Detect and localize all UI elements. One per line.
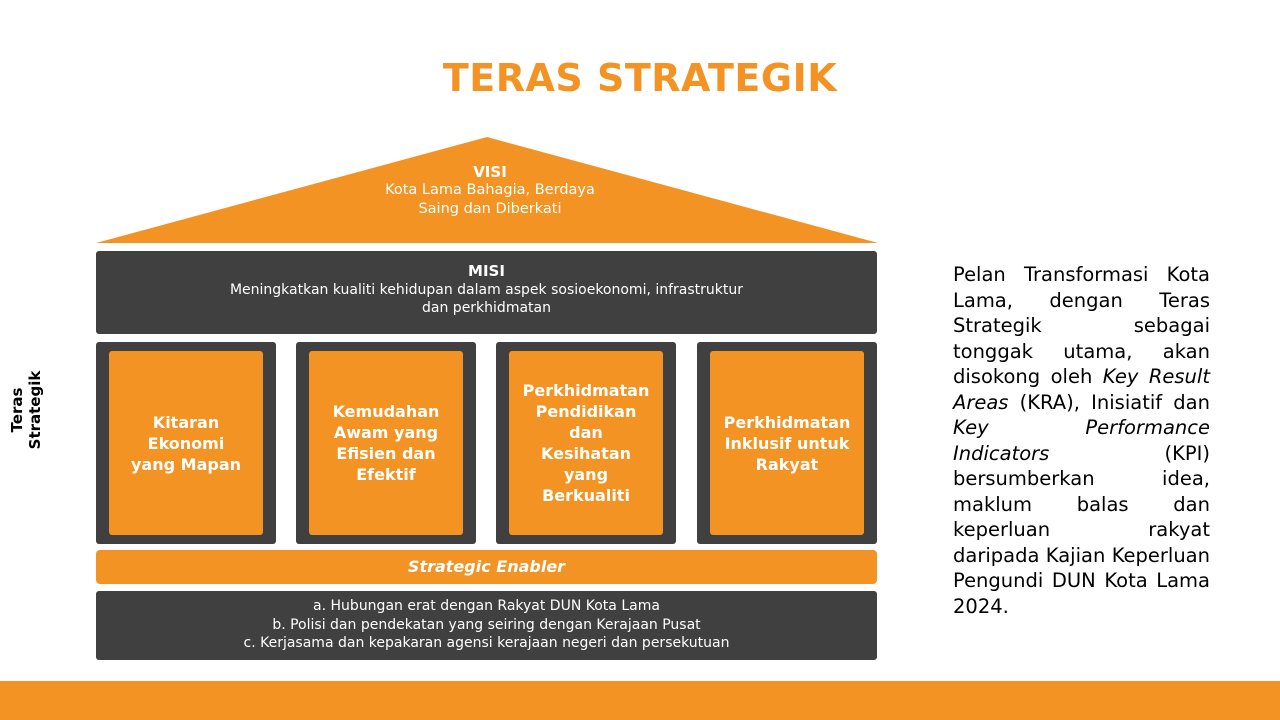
- pillar-2-line: Kemudahan: [332, 402, 440, 421]
- kpi-term: Key Performance Indicators: [953, 416, 1210, 465]
- pillar-1-line: Ekonomi: [147, 433, 225, 453]
- pillar-1: [96, 342, 276, 544]
- enablers-list: [96, 591, 877, 660]
- description-part-3: (KPI) bersumberkan idea, maklum balas dan keperluan rakyat daripada Kajian Keperluan Pengundi DUN Kota Lama 2024.: [953, 441, 1210, 618]
- pillar-3-line: Kesihatan: [541, 444, 631, 463]
- teras-strategik-side-label: [8, 370, 106, 490]
- pillar-3-label: [509, 351, 663, 535]
- pillar-3-line: yang: [563, 465, 609, 484]
- pillar-2-label: [309, 351, 463, 535]
- pillar-2-line: Awam yang: [333, 423, 439, 442]
- pillar-3-line: Perkhidmatan: [522, 381, 650, 400]
- visi-block: [330, 163, 650, 219]
- strategic-enabler-bar: Strategic Enabler: [96, 550, 877, 584]
- pillar-3: [496, 342, 676, 544]
- visi-line-1: Kota Lama Bahagia, Berdaya: [385, 182, 595, 198]
- description-part-1: Pelan Transformasi Kota Lama, dengan Teras Strategik sebagai tonggak utama, akan disokong oleh: [953, 263, 1210, 388]
- pillar-4-line: Perkhidmatan: [723, 412, 851, 432]
- pillar-4: [697, 342, 877, 544]
- side-label-line-2: Strategik: [26, 370, 44, 450]
- pillar-2: [296, 342, 476, 544]
- visi-line-2: Saing dan Diberkati: [418, 201, 562, 217]
- page-title: TERAS STRATEGIK: [442, 56, 838, 100]
- enabler-item-b: b. Polisi dan pendekatan yang seiring dengan Kerajaan Pusat: [272, 616, 701, 633]
- misi-block: [96, 251, 877, 334]
- pillar-4-label: [710, 351, 864, 535]
- pillar-3-line: Berkualiti: [542, 486, 630, 505]
- pillar-2-line: Efisien dan: [336, 444, 436, 463]
- footer-bar: [0, 681, 1280, 720]
- description-paragraph: [953, 262, 1210, 619]
- pillar-3-line: Pendidikan: [535, 402, 637, 421]
- pillar-1-line: yang Mapan: [131, 454, 241, 474]
- enabler-item-c: c. Kerjasama dan kepakaran agensi kerajaan negeri dan persekutuan: [243, 635, 730, 651]
- kra-term: Key Result Areas: [953, 365, 1210, 414]
- misi-heading: MISI: [468, 262, 505, 280]
- pillar-1-line: Kitaran: [152, 412, 220, 432]
- side-label-line-1: Teras: [8, 387, 26, 433]
- misi-line-2: dan perkhidmatan: [422, 300, 551, 316]
- pillar-1-label: [109, 351, 263, 535]
- visi-heading: VISI: [473, 163, 507, 181]
- enabler-item-a: a. Hubungan erat dengan Rakyat DUN Kota Lama: [313, 598, 660, 614]
- pillar-2-line: Efektif: [356, 465, 416, 484]
- description-part-2: (KRA), Inisiatif dan: [1008, 390, 1210, 414]
- pillar-3-line: dan: [569, 423, 603, 442]
- misi-line-1: Meningkatkan kualiti kehidupan dalam aspek sosioekonomi, infrastruktur: [229, 282, 744, 298]
- pillar-4-line: Inklusif untuk: [724, 433, 850, 453]
- pillar-4-line: Rakyat: [755, 454, 819, 474]
